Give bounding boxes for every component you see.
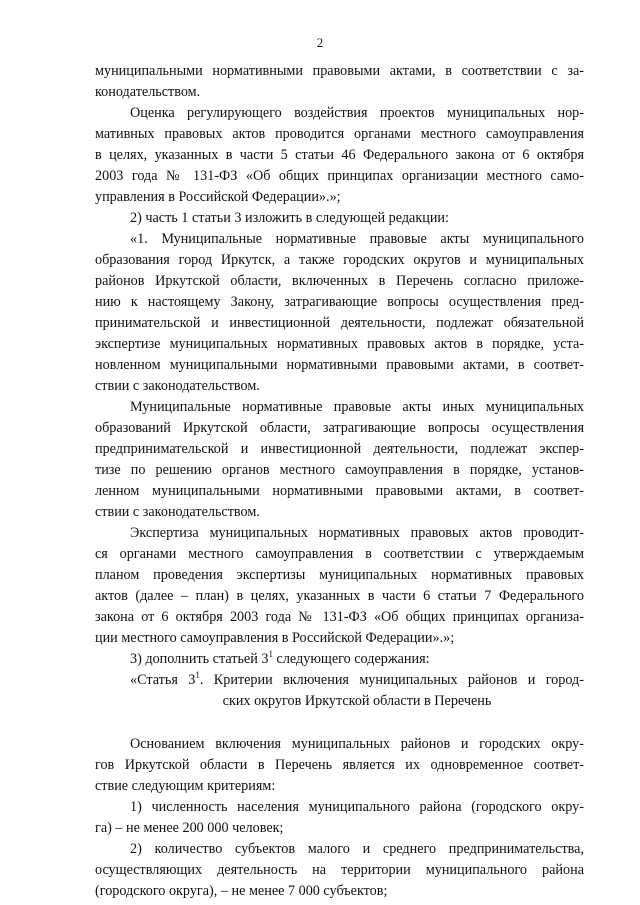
text-line: ся органами местного самоуправления в соответствии с утверждаемым <box>95 546 584 562</box>
text-line: Экспертиза муниципальных нормативных правовых актов проводит- <box>130 525 584 541</box>
text-line: закона от 6 октября 2003 года № 131-ФЗ «Об общих принципах организа- <box>95 609 584 625</box>
text-fragment: следующего содержания: <box>272 651 430 667</box>
text-line: муниципальными нормативными правовыми актами, в соответствии с за- <box>95 63 584 79</box>
text-line: Основанием включения муниципальных районов и городских окру- <box>130 736 584 752</box>
text-line: мативных правовых актов проводится органами местного самоуправления <box>95 126 584 142</box>
text-line: управления в Российской Федерации».»; <box>95 189 341 205</box>
text-line: Муниципальные нормативные правовые акты иных муниципальных <box>130 399 584 415</box>
text-line: 2) часть 1 статьи 3 изложить в следующей редакции: <box>130 210 449 226</box>
text-fragment: «Статья 3 <box>130 672 196 688</box>
text-line: ствии с законодательством. <box>95 504 260 520</box>
text-line: ствии с законодательством. <box>95 378 260 394</box>
text-line: актов (далее – план) в целях, указанных в части 6 статьи 7 Федерального <box>95 588 584 604</box>
text-line: 2) количество субъектов малого и среднего предпринимательства, <box>130 841 584 857</box>
text-line: ствие следующим критериям: <box>95 778 276 794</box>
superscript: 1 <box>268 649 273 659</box>
text-line: конодательством. <box>95 84 201 100</box>
article-heading-line <box>130 670 584 691</box>
text-line: в целях, указанных в части 5 статьи 46 Федерального закона от 6 октября <box>95 147 584 163</box>
text-fragment: . Критерии включения муниципальных районов и город- <box>199 672 584 688</box>
text-line: образований Иркутской области, затрагивающие вопросы осуществления <box>95 420 584 436</box>
text-line: осуществляющих деятельность на территории муниципального района <box>95 862 584 878</box>
text-line: нию к настоящему Закону, затрагивающие вопросы осуществления пред- <box>95 294 584 310</box>
article-heading-line: ских округов Иркутской области в Перечень <box>222 693 492 709</box>
text-line-article-3-1 <box>130 649 584 670</box>
text-line: ции местного самоуправления в Российской Федерации».»; <box>95 630 455 646</box>
text-line: ленном муниципальными нормативными правовыми актами, в соответ- <box>95 483 584 499</box>
text-line: предпринимательской и инвестиционной деятельности, подлежат экспер- <box>95 441 584 457</box>
text-line: тизе по решению органов местного самоуправления в порядке, установ- <box>95 462 584 478</box>
text-line: новленном муниципальными нормативными правовыми актами, в соответ- <box>95 357 584 373</box>
page-number: 2 <box>316 35 324 50</box>
text-line: районов Иркутской области, включенных в Перечень согласно приложе- <box>95 273 584 289</box>
text-fragment: 3) дополнить статьей 3 <box>130 651 269 667</box>
text-line: (городского округа), – не менее 7 000 субъектов; <box>95 883 388 899</box>
text-line: «1. Муниципальные нормативные правовые акты муниципального <box>130 231 584 247</box>
text-line: образования город Иркутск, а также городских округов и муниципальных <box>95 252 584 268</box>
superscript: 1 <box>195 670 200 680</box>
text-line: экспертизе муниципальных нормативных правовых актов в порядке, уста- <box>95 336 584 352</box>
text-line: Оценка регулирующего воздействия проектов муниципальных нор- <box>130 105 584 121</box>
text-line: 2003 года № 131-ФЗ «Об общих принципах организации местного само- <box>95 168 584 184</box>
text-line: принимательской и инвестиционной деятельности, подлежат обязательной <box>95 315 584 331</box>
text-line: 1) численность населения муниципального района (городского окру- <box>130 799 584 815</box>
text-line: га) – не менее 200 000 человек; <box>95 820 284 836</box>
text-line: планом проведения экспертизы муниципальных нормативных правовых <box>95 567 584 583</box>
text-line: гов Иркутской области в Перечень является их одновременное соответ- <box>95 757 584 773</box>
